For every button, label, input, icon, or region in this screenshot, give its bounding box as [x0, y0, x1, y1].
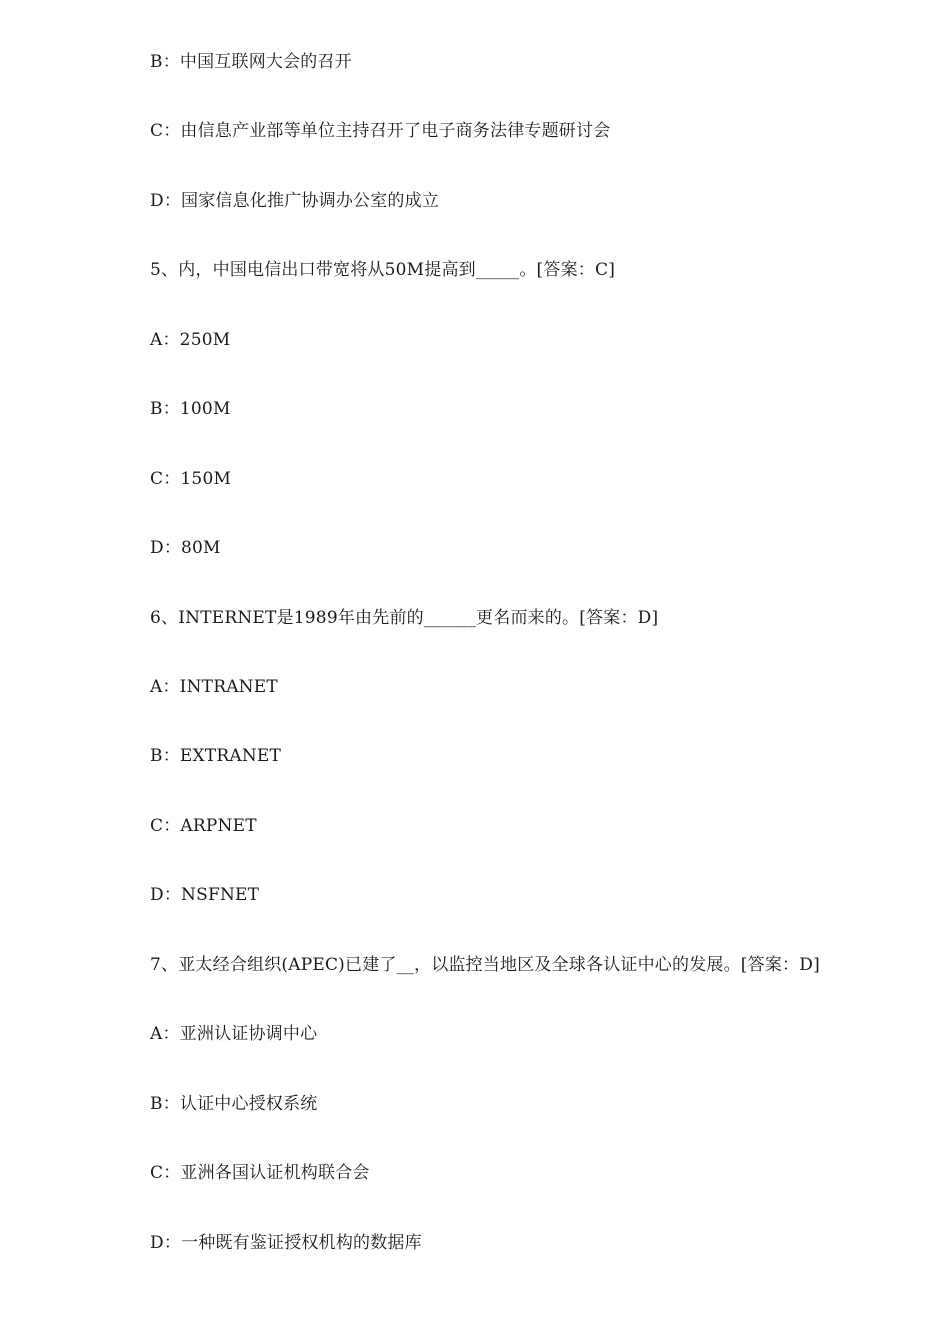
- question-7: 7、亚太经合组织(APEC)已建了__，以监控当地区及全球各认证中心的发展。[答案：D]: [150, 955, 820, 975]
- q4-option-b: B：中国互联网大会的召开: [150, 52, 352, 72]
- q4-option-c: C：由信息产业部等单位主持召开了电子商务法律专题研讨会: [150, 121, 611, 141]
- q7-option-b: B：认证中心授权系统: [150, 1094, 318, 1114]
- q5-option-d: D：80M: [150, 538, 221, 558]
- q5-option-a: A：250M: [150, 330, 231, 350]
- question-6: 6、INTERNET是1989年由先前的______更名而来的。[答案：D]: [150, 608, 659, 628]
- q7-option-c: C：亚洲各国认证机构联合会: [150, 1163, 370, 1183]
- q6-option-c: C：ARPNET: [150, 816, 257, 836]
- q7-option-a: A：亚洲认证协调中心: [150, 1024, 318, 1044]
- question-5: 5、内，中国电信出口带宽将从50M提高到_____。[答案：C]: [150, 260, 616, 280]
- q5-option-c: C：150M: [150, 469, 232, 489]
- q6-option-d: D：NSFNET: [150, 885, 260, 905]
- q5-option-b: B：100M: [150, 399, 231, 419]
- q6-option-a: A：INTRANET: [150, 677, 278, 697]
- q6-option-b: B：EXTRANET: [150, 746, 282, 766]
- q7-option-d: D：一种既有鉴证授权机构的数据库: [150, 1233, 422, 1253]
- q4-option-d: D：国家信息化推广协调办公室的成立: [150, 191, 440, 211]
